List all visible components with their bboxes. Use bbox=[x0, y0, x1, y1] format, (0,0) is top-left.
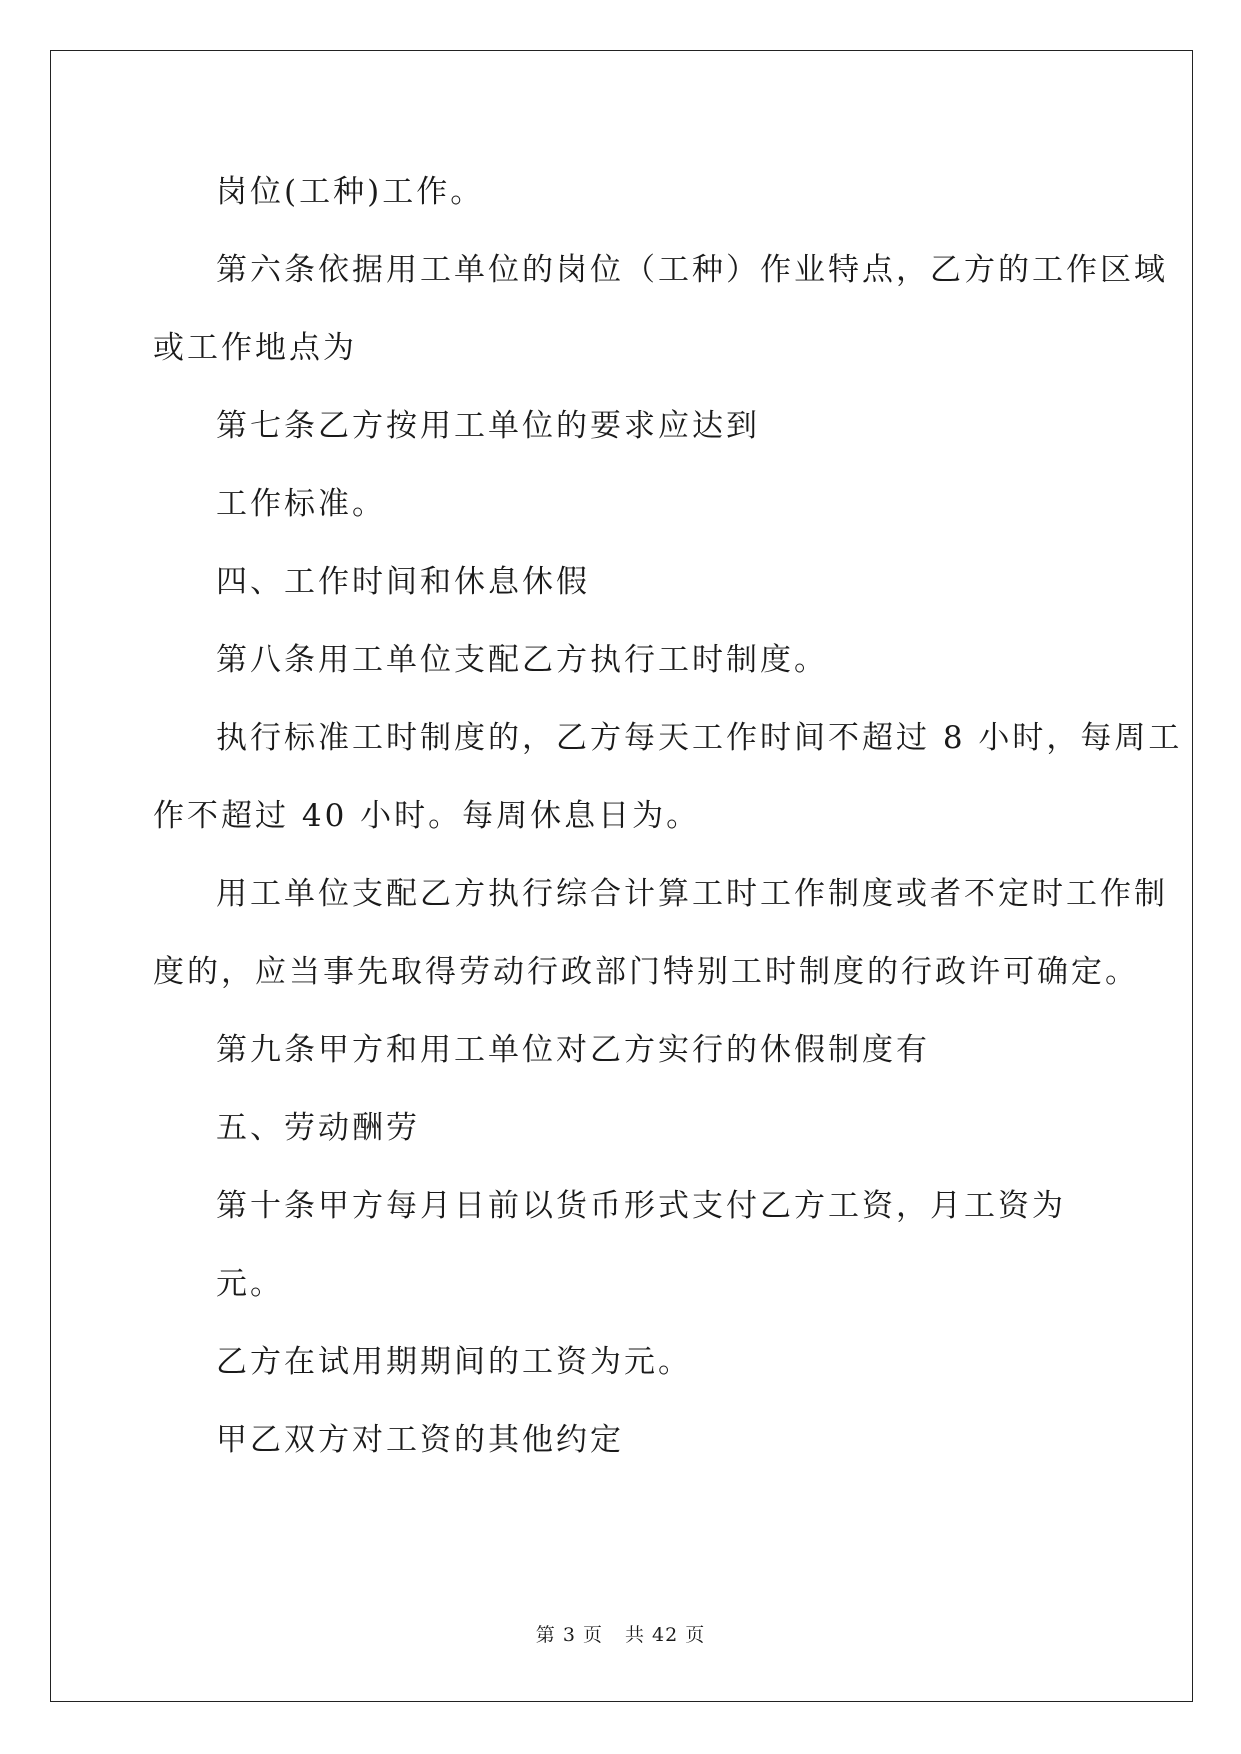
page-number: 第 3 页 bbox=[535, 1624, 603, 1646]
paragraph-line: 或工作地点为 bbox=[153, 330, 357, 366]
paragraph-line: 工作标准。 bbox=[216, 486, 386, 522]
section-heading: 五、劳动酬劳 bbox=[216, 1110, 420, 1146]
article-9-line: 第九条甲方和用工单位对乙方实行的休假制度有 bbox=[216, 1032, 930, 1068]
article-7-line: 第七条乙方按用工单位的要求应达到 bbox=[216, 408, 760, 444]
paragraph-line: 元。 bbox=[216, 1266, 284, 1302]
paragraph-line: 度的，应当事先取得劳动行政部门特别工时制度的行政许可确定。 bbox=[153, 954, 1139, 990]
paragraph-line: 乙方在试用期期间的工资为元。 bbox=[216, 1344, 692, 1380]
page-footer bbox=[0, 1623, 1241, 1647]
article-6-line: 第六条依据用工单位的岗位（工种）作业特点，乙方的工作区域 bbox=[216, 252, 1168, 288]
paragraph-line: 岗位(工种)工作。 bbox=[216, 174, 485, 210]
article-10-line: 第十条甲方每月日前以货币形式支付乙方工资，月工资为 bbox=[216, 1188, 1066, 1224]
article-8-line: 第八条用工单位支配乙方执行工时制度。 bbox=[216, 642, 828, 678]
paragraph-line: 执行标准工时制度的，乙方每天工作时间不超过 8 小时，每周工 bbox=[216, 720, 1183, 756]
paragraph-line: 甲乙双方对工资的其他约定 bbox=[216, 1422, 624, 1458]
page-total: 共 42 页 bbox=[624, 1624, 706, 1646]
section-heading: 四、工作时间和休息休假 bbox=[216, 564, 590, 600]
paragraph-line: 用工单位支配乙方执行综合计算工时工作制度或者不定时工作制 bbox=[216, 876, 1168, 912]
paragraph-line: 作不超过 40 小时。每周休息日为。 bbox=[153, 798, 701, 834]
